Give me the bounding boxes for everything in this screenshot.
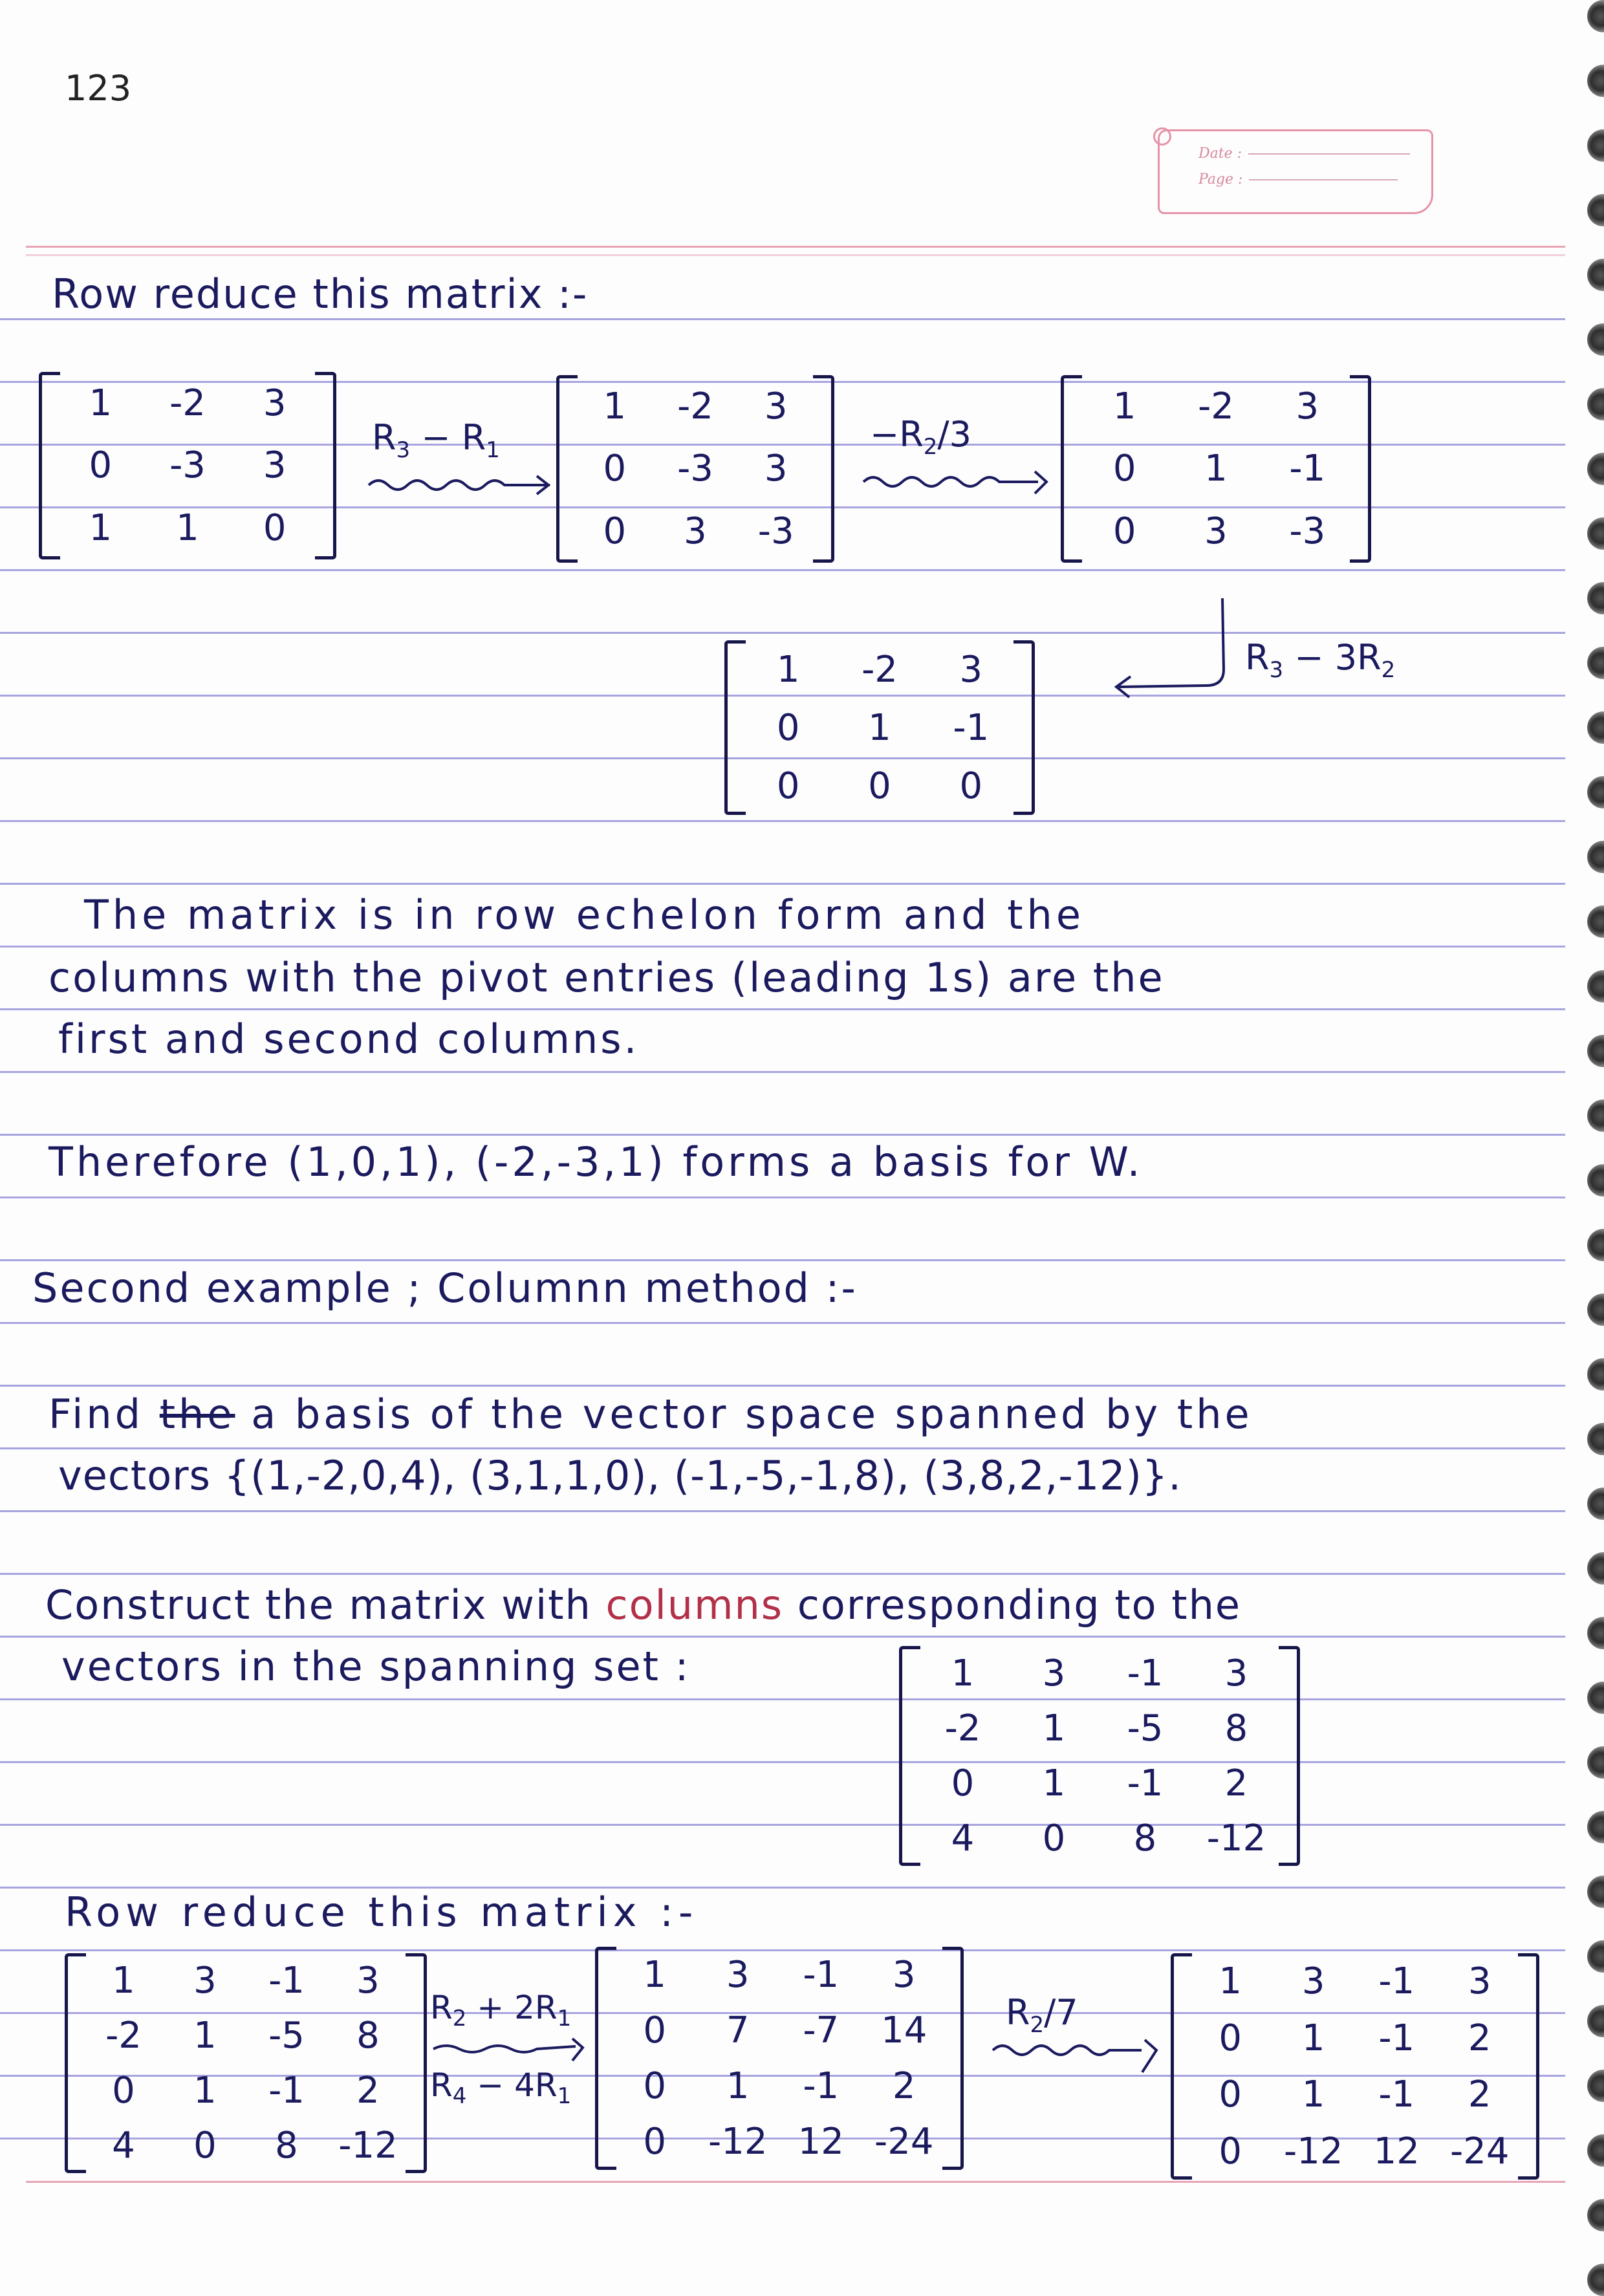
matrix-cell: -2	[944, 1707, 981, 1749]
matrix-cell: 0	[959, 764, 983, 807]
ruled-line	[0, 1385, 1565, 1387]
spiral-hole-icon	[1587, 776, 1604, 808]
right-bracket	[315, 372, 336, 559]
matrix-cell: -2	[862, 648, 898, 691]
matrix-cell: 0	[1219, 2130, 1242, 2172]
matrix-step2	[1061, 375, 1371, 563]
squiggle-arrow-icon	[430, 2037, 592, 2063]
construct-line-2: vectors in the spanning set :	[61, 1643, 691, 1690]
heading-row-reduce: Row reduce this matrix :-	[52, 270, 589, 318]
matrix-cell: 0	[263, 507, 287, 550]
matrix-cell: 3	[892, 1953, 916, 1996]
row-op-r2-plus-2r1: $R_2 + 2R_1$	[430, 1989, 572, 2031]
matrix-cell: -1	[1127, 1762, 1164, 1804]
page-blank	[1249, 179, 1398, 180]
matrix-cell: -1	[1378, 2074, 1415, 2116]
matrix-cell: 2	[1224, 1762, 1248, 1804]
matrix-cell: 4	[951, 1817, 975, 1859]
spiral-hole-icon	[1587, 2134, 1604, 2167]
problem-line-2: vectors {(1,-2,0,4), (3,1,1,0), (-1,-5,-1,8), (3,8,2,-12)}.	[58, 1452, 1182, 1499]
matrix-cell: 0	[951, 1762, 975, 1804]
matrix-cell: 1	[89, 382, 113, 424]
matrix-cell: -1	[1289, 448, 1326, 490]
row-op-r3-minus-3r2: $R_3 - 3R_2$	[1245, 637, 1396, 683]
matrix-cell: 3	[1042, 1652, 1066, 1695]
matrix-cell: -1	[1378, 1960, 1415, 2003]
matrix-cell: -12	[708, 2121, 768, 2163]
spiral-hole-icon	[1587, 194, 1604, 226]
paragraph-line-2: columns with the pivot entries (leading 1s) are the	[49, 954, 1165, 1001]
matrix-cell: 0	[643, 2009, 667, 2052]
matrix-cell: 1	[603, 385, 627, 428]
matrix-cell: 0	[89, 444, 113, 487]
ruled-line	[0, 883, 1565, 885]
matrix-cell: -5	[268, 2015, 305, 2057]
matrix-cell: -3	[169, 444, 206, 487]
matrix-cell: 8	[356, 2015, 380, 2057]
matrix-cell: 3	[1301, 1960, 1325, 2003]
spiral-hole-icon	[1587, 388, 1604, 420]
matrix-cell: 0	[1112, 510, 1136, 553]
matrix-cell: 3	[1468, 1960, 1491, 2003]
matrix-cell: -5	[1127, 1707, 1164, 1749]
spiral-hole-icon	[1587, 129, 1604, 162]
spiral-hole-icon	[1587, 2264, 1604, 2296]
paragraph-line-1: The matrix is in row echelon form and the	[84, 891, 1085, 938]
ruled-line	[0, 1008, 1565, 1010]
matrix-b	[595, 1947, 964, 2170]
matrix-cell: 2	[892, 2065, 916, 2108]
matrix-cell: 0	[776, 764, 800, 807]
spiral-hole-icon	[1587, 1488, 1604, 1520]
spiral-hole-icon	[1587, 841, 1604, 873]
spiral-hole-icon	[1587, 1876, 1604, 1908]
matrix-c	[1171, 1953, 1539, 2180]
matrix-cell: 0	[1112, 448, 1136, 490]
hook-arrow-icon	[1106, 595, 1235, 705]
matrix-cell: 3	[1295, 385, 1319, 428]
matrix-cell: 1	[1112, 385, 1136, 428]
spiral-hole-icon	[1587, 2070, 1604, 2102]
spiral-hole-icon	[1587, 970, 1604, 1002]
matrix-cell: -12	[1206, 1817, 1266, 1859]
spiral-hole-icon	[1587, 65, 1604, 97]
spiral-hole-icon	[1587, 1099, 1604, 1132]
spiral-hole-icon	[1587, 711, 1604, 744]
spiral-hole-icon	[1587, 1746, 1604, 1779]
spiral-hole-icon	[1587, 1229, 1604, 1261]
paragraph-line-3: first and second columns.	[58, 1015, 640, 1063]
ruled-line	[0, 1510, 1565, 1512]
ruled-line	[0, 1447, 1565, 1449]
matrix-cell: -3	[1289, 510, 1326, 553]
matrix-cell: 1	[1042, 1707, 1066, 1749]
ruled-line	[0, 1761, 1565, 1763]
ruled-line	[0, 946, 1565, 948]
matrix-cell: 8	[1133, 1817, 1157, 1859]
matrix-cell: 4	[112, 2125, 135, 2167]
matrix-cell: -1	[953, 706, 990, 749]
matrix-cell: 3	[356, 1960, 380, 2002]
right-bracket	[1518, 1953, 1539, 2180]
spiral-hole-icon	[1587, 2005, 1604, 2037]
matrix-cell: -12	[338, 2125, 398, 2167]
ruled-line	[0, 1322, 1565, 1324]
matrix-cell: 3	[764, 448, 788, 490]
row-op-r3-minus-r1: $R_3 - R_1$	[372, 417, 500, 463]
matrix-cell: 0	[868, 764, 891, 807]
heading-row-reduce-2: Row reduce this matrix :-	[65, 1889, 699, 1936]
top-margin-line	[26, 246, 1565, 248]
ruled-line	[0, 569, 1565, 571]
matrix-cell: 0	[1042, 1817, 1066, 1859]
matrix-cell: -24	[874, 2121, 934, 2163]
spiral-hole-icon	[1587, 647, 1604, 679]
squiggle-arrow-icon	[990, 2037, 1171, 2076]
matrix-cell: -2	[1198, 385, 1234, 428]
spiral-hole-icon	[1587, 1294, 1604, 1326]
conclusion-basis: Therefore (1,0,1), (-2,-3,1) forms a basis for W.	[49, 1138, 1143, 1186]
matrix-cell: 1	[726, 2065, 750, 2108]
matrix-a	[65, 1953, 427, 2173]
ruled-line	[0, 318, 1565, 320]
matrix-cell: 3	[726, 1953, 750, 1996]
row-op-neg-r2-div3: $-R_2/3$	[870, 414, 971, 460]
matrix-cell: 1	[1301, 2017, 1325, 2059]
ruled-line	[0, 632, 1565, 634]
matrix-cell: -3	[757, 510, 794, 553]
matrix-cell: 14	[881, 2009, 927, 2052]
right-bracket	[406, 1953, 427, 2173]
matrix-cell: -1	[268, 1960, 305, 2002]
ruled-line	[0, 1259, 1565, 1261]
matrix-cell: -1	[803, 1953, 840, 1996]
struck-word: the	[159, 1391, 235, 1438]
right-bracket	[942, 1947, 964, 2170]
matrix-cell: -2	[105, 2015, 142, 2057]
matrix-cell: 3	[959, 648, 983, 691]
matrix-cell: 0	[1219, 2017, 1242, 2059]
matrix-cell: -12	[1284, 2130, 1343, 2172]
matrix-step1	[556, 375, 834, 563]
matrix-cell: 1	[776, 648, 800, 691]
matrix-cell: 0	[643, 2065, 667, 2108]
spiral-hole-icon	[1587, 1940, 1604, 1973]
matrix-cell: -1	[1378, 2017, 1415, 2059]
ruled-line	[0, 1573, 1565, 1575]
matrix-cell: 1	[951, 1652, 975, 1695]
matrix-cell: 12	[797, 2121, 844, 2163]
page-number: 123	[65, 68, 132, 109]
date-page-stamp	[1158, 129, 1433, 214]
spiral-hole-icon	[1587, 323, 1604, 356]
spiral-hole-icon	[1587, 905, 1604, 938]
spiral-hole-icon	[1587, 582, 1604, 614]
matrix-cell: 1	[868, 706, 891, 749]
matrix-cell: -1	[1127, 1652, 1164, 1695]
matrix-cell: 0	[776, 706, 800, 749]
spiral-hole-icon	[1587, 2199, 1604, 2231]
matrix-cell: 2	[1468, 2017, 1491, 2059]
matrix-cell: 3	[1204, 510, 1228, 553]
matrix-initial	[39, 372, 336, 559]
matrix-cell: 1	[112, 1960, 135, 2002]
construct-line-1: Construct the matrix with columns corresponding to the	[45, 1581, 1242, 1629]
matrix-cell: -7	[803, 2009, 840, 2052]
matrix-cell: 1	[193, 2015, 217, 2057]
ruled-line	[0, 820, 1565, 822]
spiral-hole-icon	[1587, 453, 1604, 485]
matrix-cell: 0	[112, 2070, 135, 2112]
page-label: Page :	[1198, 171, 1243, 188]
matrix-cell: 12	[1373, 2130, 1420, 2172]
heading-second-example: Second example ; Columnn method :-	[32, 1264, 858, 1312]
matrix-cell: 8	[275, 2125, 298, 2167]
matrix-cell: 1	[1042, 1762, 1066, 1804]
matrix-cell: 3	[263, 444, 287, 487]
spiral-hole-icon	[1587, 1617, 1604, 1649]
ruled-line	[0, 1071, 1565, 1073]
matrix-row-echelon	[724, 640, 1035, 815]
matrix-cell: 3	[193, 1960, 217, 2002]
matrix-cell: 1	[1204, 448, 1228, 490]
matrix-cell: 3	[1224, 1652, 1248, 1695]
right-bracket	[1279, 1646, 1300, 1866]
spiral-hole-icon	[1587, 1358, 1604, 1391]
pin-icon	[1153, 127, 1171, 146]
matrix-spanning-columns	[899, 1646, 1300, 1866]
matrix-cell: 8	[1224, 1707, 1248, 1749]
problem-line-1: Find the a basis of the vector space spanned by the	[49, 1391, 1253, 1438]
matrix-cell: 3	[764, 385, 788, 428]
matrix-cell: -2	[677, 385, 713, 428]
spiral-hole-icon	[1587, 0, 1604, 32]
squiggle-arrow-icon	[365, 472, 553, 498]
matrix-cell: 1	[1301, 2074, 1325, 2116]
matrix-cell: -24	[1450, 2130, 1510, 2172]
spiral-hole-icon	[1587, 517, 1604, 550]
matrix-cell: 1	[1219, 1960, 1242, 2003]
ruled-line	[0, 1698, 1565, 1700]
matrix-cell: 0	[603, 510, 627, 553]
matrix-cell: 3	[684, 510, 707, 553]
matrix-cell: -1	[803, 2065, 840, 2108]
row-op-r2-div7: $R_2/7$	[1006, 1992, 1078, 2038]
matrix-cell: 0	[643, 2121, 667, 2163]
ruled-line	[0, 1636, 1565, 1638]
matrix-cell: 2	[356, 2070, 380, 2112]
matrix-cell: 0	[193, 2125, 217, 2167]
ruled-line	[0, 1824, 1565, 1826]
matrix-cell: 1	[89, 507, 113, 550]
spiral-hole-icon	[1587, 1811, 1604, 1843]
top-margin-line	[26, 254, 1565, 256]
spiral-hole-icon	[1587, 1682, 1604, 1714]
matrix-cell: 0	[1219, 2074, 1242, 2116]
squiggle-arrow-icon	[860, 469, 1054, 495]
ruled-line	[0, 1134, 1565, 1136]
date-label: Date :	[1198, 146, 1242, 162]
date-blank	[1248, 153, 1410, 155]
columns-highlight: columns	[605, 1581, 784, 1629]
matrix-cell: -1	[268, 2070, 305, 2112]
matrix-cell: 2	[1468, 2074, 1491, 2116]
matrix-cell: -2	[169, 382, 206, 424]
row-op-r4-minus-4r1: $R_4 - 4R_1$	[430, 2066, 572, 2109]
spiral-hole-icon	[1587, 1164, 1604, 1197]
right-bracket	[1013, 640, 1035, 815]
spiral-hole-icon	[1587, 259, 1604, 291]
matrix-cell: 0	[603, 448, 627, 490]
spiral-hole-icon	[1587, 1552, 1604, 1585]
ruled-line	[0, 1197, 1565, 1198]
bottom-margin-line	[26, 2181, 1565, 2183]
spiral-hole-icon	[1587, 1035, 1604, 1067]
matrix-cell: 1	[643, 1953, 667, 1996]
matrix-cell: 1	[193, 2070, 217, 2112]
spiral-hole-icon	[1587, 1423, 1604, 1455]
matrix-cell: 7	[726, 2009, 750, 2052]
right-bracket	[1350, 375, 1371, 563]
matrix-cell: 1	[176, 507, 199, 550]
right-bracket	[813, 375, 834, 563]
matrix-cell: -3	[677, 448, 713, 490]
matrix-cell: 3	[263, 382, 287, 424]
